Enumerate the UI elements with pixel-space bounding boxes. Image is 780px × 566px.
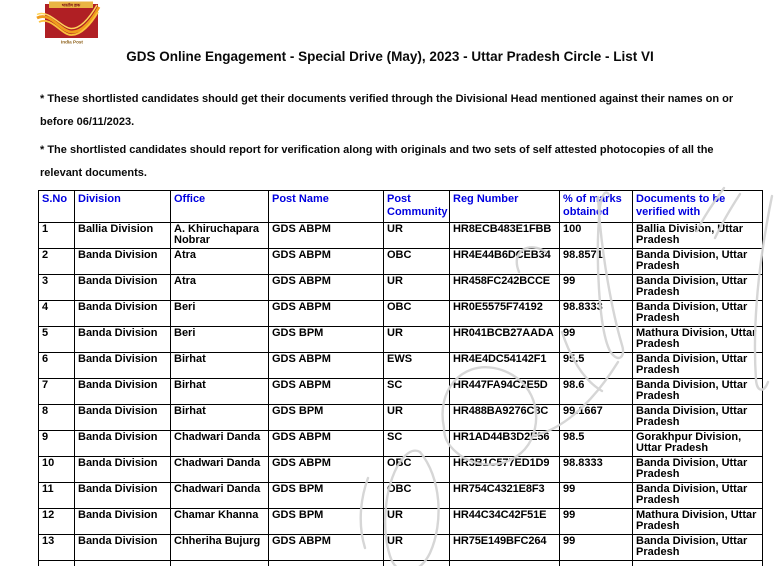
- cell-sno: 12: [39, 509, 75, 535]
- cell-marks: 98.5: [560, 431, 633, 457]
- table-row: [39, 457, 763, 483]
- cell-office: Beri: [171, 301, 269, 327]
- cell-office: [171, 561, 269, 566]
- cell-post_community: SC: [384, 379, 450, 405]
- cell-post_name: GDS ABPM: [269, 457, 384, 483]
- cell-marks: 100: [560, 223, 633, 249]
- logo-hindi-text: भारतीय डाक: [61, 2, 81, 8]
- cell-sno: 7: [39, 379, 75, 405]
- cell-reg_number: HR0E5575F74192: [450, 301, 560, 327]
- cell-reg_number: HR041BCB27AADA: [450, 327, 560, 353]
- logo-caption: India Post: [61, 39, 83, 45]
- cell-office: Chadwari Danda: [171, 457, 269, 483]
- cell-marks: 99: [560, 327, 633, 353]
- cell-marks: 99: [560, 509, 633, 535]
- cell-office: Atra: [171, 249, 269, 275]
- cell-sno: 10: [39, 457, 75, 483]
- cell-sno: 2: [39, 249, 75, 275]
- cell-sno: [39, 561, 75, 566]
- cell-division: Banda Division: [75, 535, 171, 561]
- cell-marks: 99: [560, 275, 633, 301]
- cell-marks: 95.5: [560, 353, 633, 379]
- cell-reg_number: HR75E149BFC264: [450, 535, 560, 561]
- cell-division: Banda Division: [75, 301, 171, 327]
- cell-documents: Banda Division, Uttar Pradesh: [633, 535, 763, 561]
- table-row: [39, 405, 763, 431]
- table-body: [39, 223, 763, 566]
- cell-documents: Mathura Division, Uttar Pradesh: [633, 327, 763, 353]
- cell-marks: 98.8571: [560, 249, 633, 275]
- cell-marks: [560, 561, 633, 566]
- cell-documents: Banda Division, Uttar Pradesh: [633, 275, 763, 301]
- cell-documents: Banda Division, Uttar Pradesh: [633, 301, 763, 327]
- col-header-division: Division: [75, 191, 171, 223]
- cell-post_name: GDS ABPM: [269, 223, 384, 249]
- cell-post_name: GDS BPM: [269, 483, 384, 509]
- cell-reg_number: HR458FC242BCCE: [450, 275, 560, 301]
- note-verification-deadline: * These shortlisted candidates should get their documents verified through the Divisional Head mentioned against their names on or before 06/11/2023.: [40, 93, 734, 128]
- table-row: [39, 483, 763, 509]
- cell-division: Banda Division: [75, 353, 171, 379]
- cell-post_name: GDS ABPM: [269, 535, 384, 561]
- cell-post_community: OBC: [384, 457, 450, 483]
- cell-marks: 98.6: [560, 379, 633, 405]
- cell-office: Atra: [171, 275, 269, 301]
- cell-division: Banda Division: [75, 431, 171, 457]
- cell-documents: Mathura Division, Uttar Pradesh: [633, 509, 763, 535]
- cell-sno: 5: [39, 327, 75, 353]
- cell-marks: 98.8333: [560, 457, 633, 483]
- cell-post_name: GDS BPM: [269, 509, 384, 535]
- table-row: [39, 379, 763, 405]
- note-documents-required: * The shortlisted candidates should report for verification along with originals and two sets of self attested photocopies of all the relevant documents.: [40, 144, 714, 179]
- cell-post_name: GDS ABPM: [269, 275, 384, 301]
- cell-division: Ballia Division: [75, 223, 171, 249]
- cell-sno: 13: [39, 535, 75, 561]
- cell-documents: Banda Division, Uttar Pradesh: [633, 353, 763, 379]
- col-header-post-name: Post Name: [269, 191, 384, 223]
- cell-division: Banda Division: [75, 379, 171, 405]
- col-header-reg-number: Reg Number: [450, 191, 560, 223]
- cell-sno: 6: [39, 353, 75, 379]
- cell-post_community: UR: [384, 509, 450, 535]
- col-header-post-community: Post Community: [384, 191, 450, 223]
- cell-post_name: GDS BPM: [269, 327, 384, 353]
- cell-office: Chadwari Danda: [171, 483, 269, 509]
- cell-post_name: [269, 561, 384, 566]
- cell-reg_number: HR8ECB483E1FBB: [450, 223, 560, 249]
- cell-documents: Banda Division, Uttar Pradesh: [633, 379, 763, 405]
- cell-division: Banda Division: [75, 275, 171, 301]
- table-header-row: [39, 191, 763, 223]
- cell-office: Beri: [171, 327, 269, 353]
- cell-reg_number: HR3B1C577ED1D9: [450, 457, 560, 483]
- cell-post_name: GDS BPM: [269, 405, 384, 431]
- cell-reg_number: HR447FA94C2E5D: [450, 379, 560, 405]
- cell-office: Birhat: [171, 353, 269, 379]
- cell-documents: Ballia Division, Uttar Pradesh: [633, 223, 763, 249]
- col-header-office: Office: [171, 191, 269, 223]
- candidates-table: [38, 190, 763, 566]
- cell-documents: Banda Division, Uttar Pradesh: [633, 249, 763, 275]
- cell-office: Birhat: [171, 379, 269, 405]
- cell-post_community: UR: [384, 405, 450, 431]
- cell-sno: 8: [39, 405, 75, 431]
- table-row: [39, 275, 763, 301]
- cell-reg_number: HR4E44B6DCEB34: [450, 249, 560, 275]
- cell-division: [75, 561, 171, 566]
- cell-post_name: GDS ABPM: [269, 249, 384, 275]
- cell-post_name: GDS ABPM: [269, 301, 384, 327]
- cell-post_community: UR: [384, 535, 450, 561]
- cell-post_community: UR: [384, 327, 450, 353]
- table-row: [39, 327, 763, 353]
- cell-sno: 9: [39, 431, 75, 457]
- cell-division: Banda Division: [75, 509, 171, 535]
- cell-sno: 1: [39, 223, 75, 249]
- cell-division: Banda Division: [75, 327, 171, 353]
- cell-division: Banda Division: [75, 457, 171, 483]
- cell-sno: 3: [39, 275, 75, 301]
- table-row: [39, 249, 763, 275]
- col-header-sno: S.No: [39, 191, 75, 223]
- cell-post_community: UR: [384, 223, 450, 249]
- cell-marks: 99: [560, 483, 633, 509]
- cell-reg_number: HR4E4DC54142F1: [450, 353, 560, 379]
- cell-reg_number: HR754C4321E8F3: [450, 483, 560, 509]
- cell-documents: Banda Division, Uttar Pradesh: [633, 405, 763, 431]
- cell-sno: 11: [39, 483, 75, 509]
- cell-office: Chadwari Danda: [171, 431, 269, 457]
- table-row: [39, 431, 763, 457]
- col-header-marks: % of marks obtained: [560, 191, 633, 223]
- cell-post_community: EWS: [384, 353, 450, 379]
- cell-post_name: GDS ABPM: [269, 379, 384, 405]
- cell-marks: 98.8333: [560, 301, 633, 327]
- cell-documents: [633, 561, 763, 566]
- cell-post_community: OBC: [384, 301, 450, 327]
- table-row: [39, 535, 763, 561]
- cell-division: Banda Division: [75, 249, 171, 275]
- page-title: GDS Online Engagement - Special Drive (May), 2023 - Uttar Pradesh Circle - List VI: [126, 49, 654, 64]
- cell-reg_number: [450, 561, 560, 566]
- table-row: [39, 301, 763, 327]
- cell-documents: Gorakhpur Division, Uttar Pradesh: [633, 431, 763, 457]
- cell-office: Chheriha Bujurg: [171, 535, 269, 561]
- india-post-logo: [36, 1, 106, 45]
- cell-post_community: OBC: [384, 249, 450, 275]
- cell-reg_number: HR44C34C42F51E: [450, 509, 560, 535]
- cell-division: Banda Division: [75, 483, 171, 509]
- notes-block: [40, 88, 756, 190]
- cell-division: Banda Division: [75, 405, 171, 431]
- cell-sno: 4: [39, 301, 75, 327]
- cell-documents: Banda Division, Uttar Pradesh: [633, 457, 763, 483]
- cell-post_name: GDS ABPM: [269, 431, 384, 457]
- cell-office: Birhat: [171, 405, 269, 431]
- cell-post_community: SC: [384, 431, 450, 457]
- cell-marks: 99.1667: [560, 405, 633, 431]
- cell-post_community: OBC: [384, 483, 450, 509]
- cell-post_community: [384, 561, 450, 566]
- cell-documents: Banda Division, Uttar Pradesh: [633, 483, 763, 509]
- table-row: [39, 353, 763, 379]
- col-header-documents: Documents to be verified with: [633, 191, 763, 223]
- table-row: [39, 223, 763, 249]
- cell-reg_number: HR488BA9276C8C: [450, 405, 560, 431]
- cell-reg_number: HR1AD44B3D2E56: [450, 431, 560, 457]
- cell-marks: 99: [560, 535, 633, 561]
- cell-post_community: UR: [384, 275, 450, 301]
- table-row: [39, 509, 763, 535]
- cell-office: A. Khiruchapara Nobrar: [171, 223, 269, 249]
- table-row-partial: [39, 561, 763, 566]
- cell-office: Chamar Khanna: [171, 509, 269, 535]
- cell-post_name: GDS ABPM: [269, 353, 384, 379]
